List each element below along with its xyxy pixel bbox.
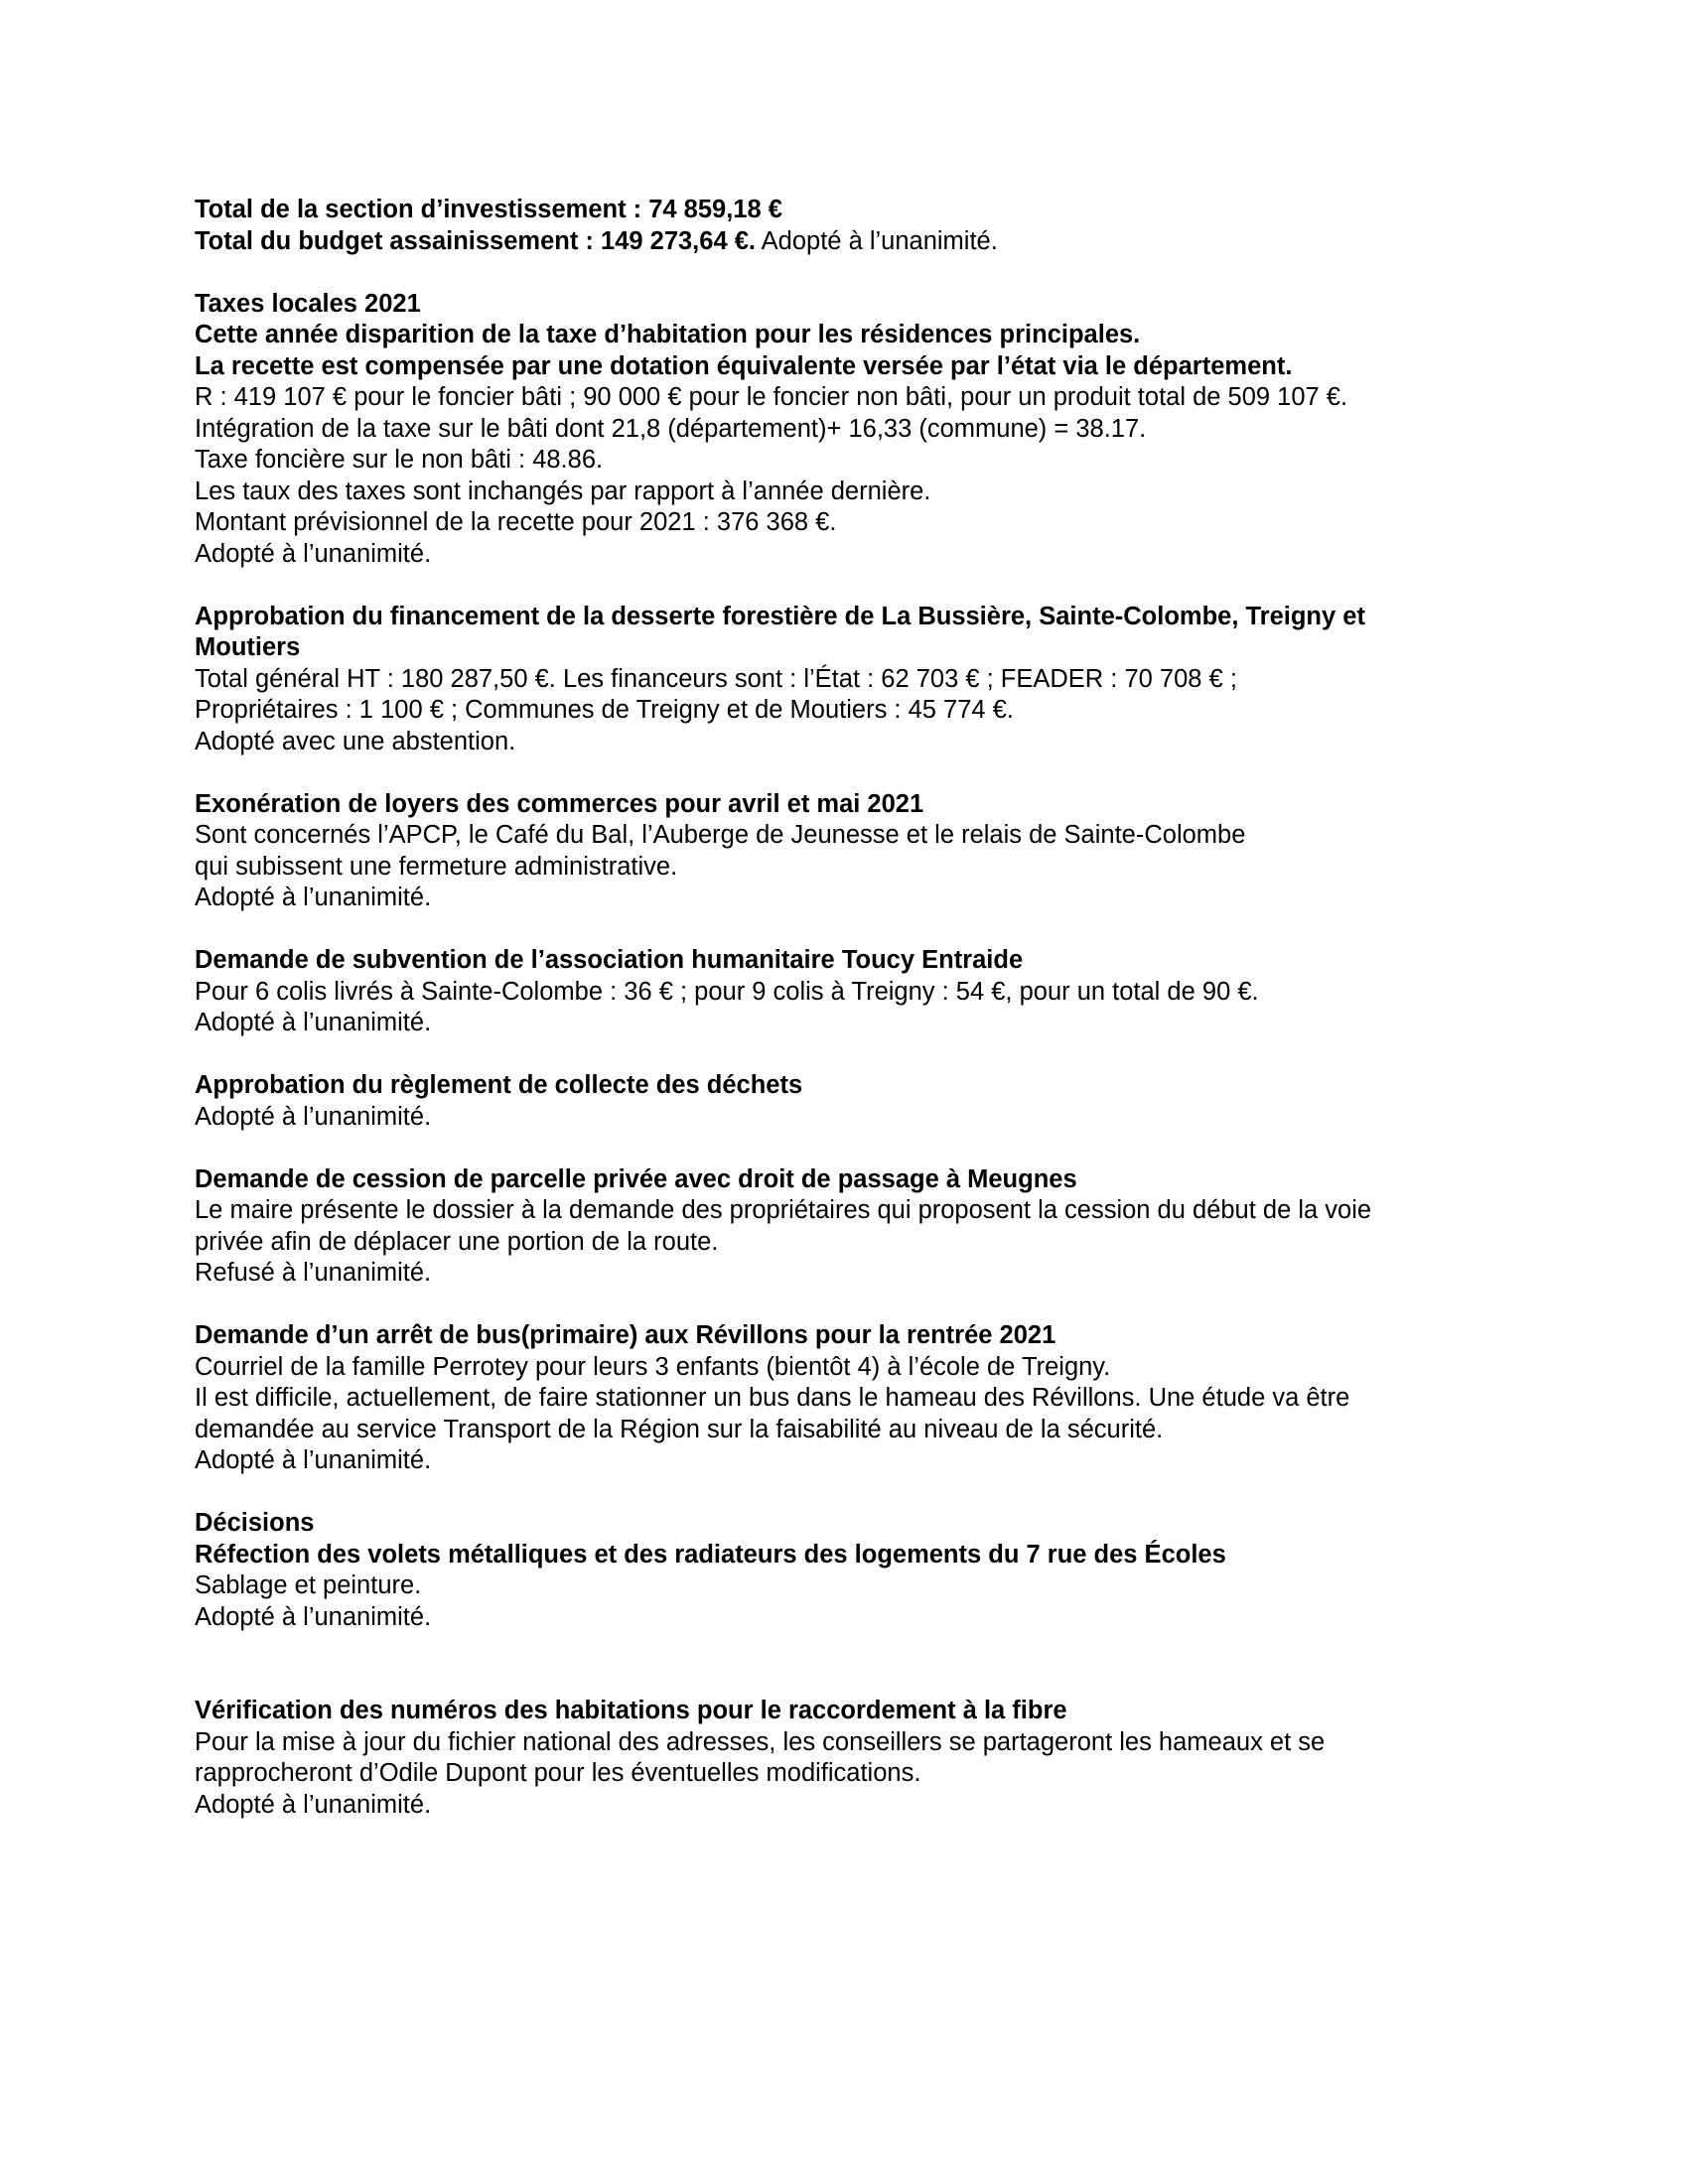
fiber-title: Vérification des numéros des habitations pour le raccordement à la fibre [195, 1697, 1067, 1724]
forest-vote: Adopté avec une abstention. [195, 727, 516, 755]
taxes-line-5: Montant prévisionnel de la recette pour 2021 : 376 368 €. [195, 508, 837, 536]
spacer [195, 1133, 1483, 1164]
investment-section-total: Total de la section d’investissement : 74 859,18 € [195, 196, 782, 223]
taxes-title: Taxes locales 2021 [195, 289, 421, 318]
grant-title: Demande de subvention de l’association humanitaire Toucy Entraide [195, 946, 1024, 974]
rent-body-1: Sont concernés l’APCP, le Café du Bal, l’Auberge de Jeunesse et le relais de Sainte-Colombe [195, 821, 1246, 849]
spacer [195, 1477, 1483, 1509]
fiber-body-2: rapprocheront d’Odile Dupont pour les éventuelles modifications. [195, 1759, 921, 1787]
taxes-vote: Adopté à l’unanimité. [195, 539, 432, 568]
parcel-body-1: Le maire présente le dossier à la demande des propriétaires qui proposent la cession du début de la voie [195, 1196, 1372, 1224]
forest-body-2: Propriétaires : 1 100 € ; Communes de Treigny et de Moutiers : 45 774 €. [195, 696, 1014, 724]
rent-vote: Adopté à l’unanimité. [195, 884, 432, 911]
spacer [195, 1290, 1483, 1321]
waste-title: Approbation du règlement de collecte des déchets [195, 1071, 803, 1099]
taxes-subtitle-1: Cette année disparition de la taxe d’habitation pour les résidences principales. [195, 321, 1141, 348]
fiber-vote: Adopté à l’unanimité. [195, 1790, 432, 1819]
spacer [195, 1633, 1483, 1696]
document-page [195, 195, 1483, 1821]
forest-title-1: Approbation du financement de la desserte forestière de La Bussière, Sainte-Colombe, Treigny et [195, 602, 1365, 630]
parcel-body-2: privée afin de déplacer une portion de la route. [195, 1227, 719, 1256]
bus-body-3: demandée au service Transport de la Région sur la faisabilité au niveau de la sécurité. [195, 1415, 1164, 1443]
grant-vote: Adopté à l’unanimité. [195, 1009, 432, 1036]
taxes-line-4: Les taux des taxes sont inchangés par rapport à l’année dernière. [195, 477, 931, 505]
grant-body: Pour 6 colis livrés à Sainte-Colombe : 36 € ; pour 9 colis à Treigny : 54 €, pour un total de 90 €. [195, 977, 1259, 1006]
sanitation-budget-total: Total du budget assainissement : 149 273,64 €. [195, 226, 756, 255]
bus-title: Demande d’un arrêt de bus(primaire) aux Révillons pour la rentrée 2021 [195, 1321, 1056, 1349]
waste-vote: Adopté à l’unanimité. [195, 1102, 432, 1131]
spacer [195, 914, 1483, 946]
decisions-heading: Décisions [195, 1509, 315, 1537]
bus-vote: Adopté à l’unanimité. [195, 1446, 432, 1474]
spacer [195, 257, 1483, 289]
parcel-vote: Refusé à l’unanimité. [195, 1259, 432, 1287]
parcel-title: Demande de cession de parcelle privée avec droit de passage à Meugnes [195, 1164, 1077, 1193]
taxes-line-1: R : 419 107 € pour le foncier bâti ; 90 000 € pour le foncier non bâti, pour un produit total de 509 107 €. [195, 383, 1348, 411]
decisions-body: Sablage et peinture. [195, 1571, 422, 1599]
taxes-subtitle-2: La recette est compensée par une dotation équivalente versée par l’état via le département. [195, 351, 1293, 380]
spacer [195, 1039, 1483, 1071]
taxes-line-3: Taxe foncière sur le non bâti : 48.86. [195, 446, 604, 474]
decisions-title: Réfection des volets métalliques et des radiateurs des logements du 7 rue des Écoles [195, 1540, 1226, 1569]
sanitation-budget-total-line [195, 226, 1483, 258]
rent-body-2: qui subissent une fermeture administrative. [195, 852, 678, 881]
spacer [195, 757, 1483, 789]
rent-title: Exonération de loyers des commerces pour avril et mai 2021 [195, 789, 924, 818]
bus-body-2: Il est difficile, actuellement, de faire stationner un bus dans le hameau des Révillons. Une étude va être [195, 1384, 1350, 1412]
bus-body-1: Courriel de la famille Perrotey pour leurs 3 enfants (bientôt 4) à l’école de Treigny. [195, 1352, 1111, 1381]
sanitation-budget-vote: Adopté à l’unanimité. [755, 226, 998, 255]
forest-body-1: Total général HT : 180 287,50 €. Les financeurs sont : l’État : 62 703 € ; FEADER : 70 708 € ; [195, 664, 1237, 693]
forest-title-2: Moutiers [195, 633, 301, 661]
decisions-vote: Adopté à l’unanimité. [195, 1602, 432, 1631]
spacer [195, 570, 1483, 602]
fiber-body-1: Pour la mise à jour du fichier national des adresses, les conseillers se partageront les hameaux et se [195, 1727, 1326, 1756]
taxes-line-2: Intégration de la taxe sur le bâti dont 21,8 (département)+ 16,33 (commune) = 38.17. [195, 414, 1147, 443]
